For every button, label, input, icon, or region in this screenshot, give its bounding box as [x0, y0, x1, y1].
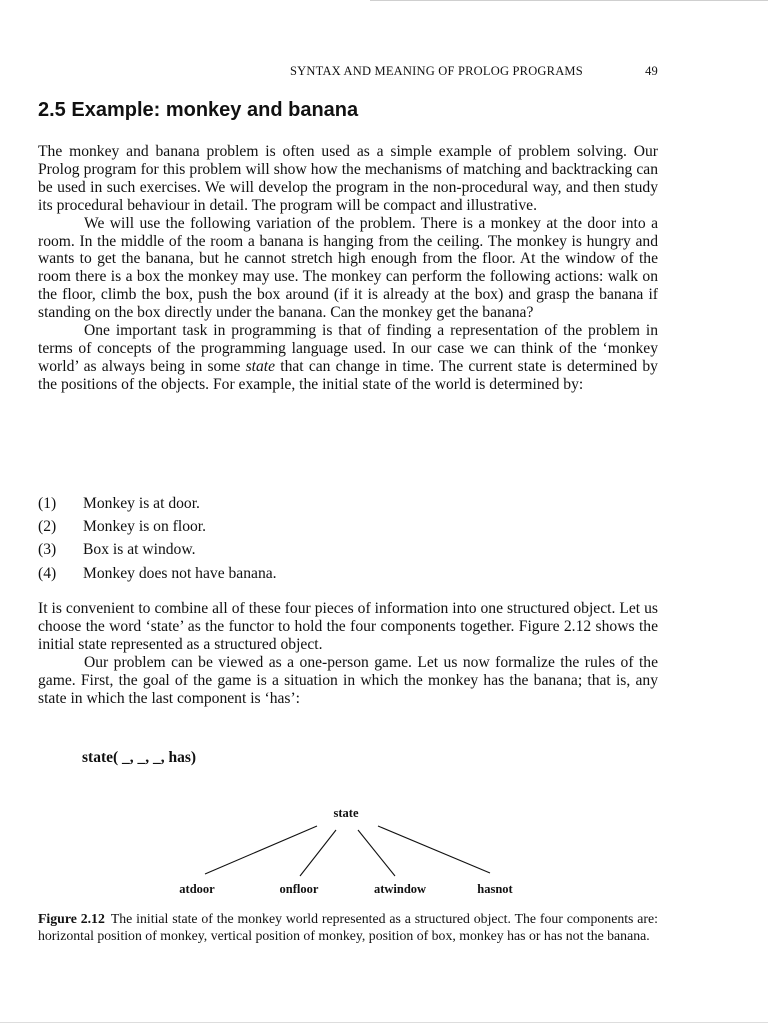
running-title: SYNTAX AND MEANING OF PROLOG PROGRAMS: [290, 64, 583, 78]
tree-leaf-label: hasnot: [477, 882, 513, 896]
tree-edge-atwindow: [358, 830, 395, 876]
list-number: (3): [38, 541, 57, 559]
figure-caption: [38, 910, 658, 944]
tree-edge-hasnot: [378, 826, 490, 873]
paragraph-text: that can change in time. The current state is determined by the positions of the objects. For example, the initial state of the world is determined by:: [38, 357, 658, 393]
tree-edge-atdoor: [205, 826, 317, 874]
figure-caption-text: The initial state of the monkey world represented as a structured object. The four components are: horizontal position of monkey, vertical position of monkey, position of box, monkey has or has not the banana.: [38, 911, 658, 943]
paragraph-text: The monkey and banana problem is often used as a simple example of problem solving. Our Prolog program for this problem will show how the mechanisms of matching and backtracking can be used in such exercises. We will develop the program in the non-procedural way, and then study its procedural behaviour in detail. The program will be compact and illustrative.: [38, 143, 658, 214]
paragraph: It is convenient to combine all of these four pieces of information into one structured object. Let us choose the word ‘state’ as the functor to hold the four components together. Figure 2.12 shows the initial state represented as a structured object.: [38, 600, 658, 653]
paragraph: Our problem can be viewed as a one-person game. Let us now formalize the rules of the game. First, the goal of the game is a situation in which the monkey has the banana; that is, any state in which the last component is ‘has’:: [38, 653, 658, 707]
tree-edges: [205, 826, 490, 876]
emphasis-state: state: [245, 357, 276, 375]
list-text: Box is at window.: [83, 541, 196, 559]
tree-leaf-label: atdoor: [179, 882, 215, 896]
list-number: (2): [38, 518, 57, 536]
goal-state-code: state( _, _, _, has): [82, 749, 197, 766]
figure-label: Figure 2.12: [38, 911, 105, 926]
tree-edge-onfloor: [300, 830, 336, 876]
list-number: (1): [38, 495, 57, 512]
page-number: 49: [645, 64, 658, 78]
section-heading: 2.5 Example: monkey and banana: [38, 99, 359, 121]
list-text: Monkey does not have banana.: [83, 564, 277, 582]
paragraph-text: We will use the following variation of the problem. There is a monkey at the door into a room. In the middle of the room a banana is hanging from the ceiling. The monkey is hungry and wants to get the banana, but he cannot stretch high enough from the floor. At the window of the room there is a box the monkey may use. The monkey can perform the following actions: walk on the floor, climb the box, push the box around (if it is already at the box) and grasp the banana if standing on the box directly under the banana. Can the monkey get the banana?: [38, 214, 658, 322]
tree-leaf-label: atwindow: [373, 882, 427, 896]
paragraph-text: One important task in programming is that of finding a representation of the problem in terms of concepts of the programming language used. In our case we can think of the ‘monkey world’ as always being in some: [38, 322, 658, 375]
list-number: (4): [38, 564, 57, 582]
list-text: Monkey is at door.: [83, 495, 200, 512]
tree-root-label: state: [333, 806, 359, 820]
list-text: Monkey is on floor.: [83, 518, 207, 536]
tree-leaf-label: onfloor: [279, 882, 319, 896]
